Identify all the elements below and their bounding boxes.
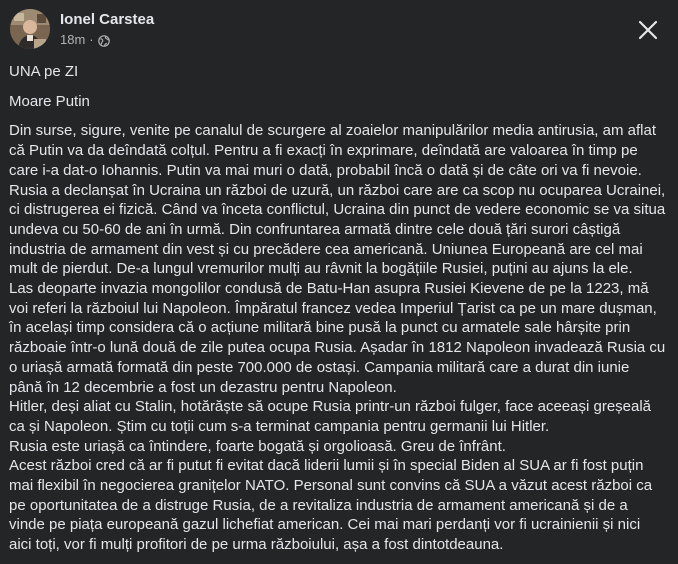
body-line: industria de armament din vest și cu precădere cea americană. Uniunea Europeană are cel mai <box>9 240 643 258</box>
close-button[interactable] <box>636 18 660 42</box>
avatar[interactable] <box>10 9 50 49</box>
author-block <box>60 10 154 49</box>
post-header <box>10 9 154 49</box>
author-name[interactable]: Ionel Carstea <box>60 10 155 28</box>
globe-icon[interactable] <box>98 34 110 46</box>
body-line: Rusia este uriașă ca întindere, foarte bogată și orgolioasă. Greu de înfrânt. <box>9 437 506 455</box>
avatar-image <box>10 9 50 49</box>
body-line: o uriașă armată formată din peste 700.000 de ostași. Campania militară care a durat din iunie <box>9 358 630 376</box>
post-time[interactable]: 18m <box>60 31 86 47</box>
meta-separator: · <box>89 31 94 47</box>
body-line: Din surse, sigure, venite pe canalul de scurgere al zoaielor manipulărilor media antirusia, am aflat <box>9 122 656 140</box>
close-icon <box>636 18 660 42</box>
post-title: UNA pe ZI <box>9 63 79 80</box>
body-line: aici toți, vor fi mulți profitori de pe urma războiului, așa a fost dintotdeauna. <box>9 536 504 554</box>
body-line: până în 12 decembrie a fost un dezastru pentru Napoleon. <box>9 378 397 396</box>
body-line: ca și Napoleon. Știm cu toții cum s-a terminat campania pentru germanii lui Hitler. <box>9 417 550 435</box>
body-line: mai flexibil în negocierea granițelor NATO. Personal sunt convins că SUA a văzut acest război ca <box>9 477 653 495</box>
body-line: pe oportunitatea de a distruge Rusia, de a revitaliza industria de armament americană și de a <box>9 496 628 514</box>
body-line: ci distrugerea ei fizică. Când va înceta conflictul, Ucraina din punct de vedere economic se va situa <box>9 201 666 219</box>
post-content <box>9 62 671 555</box>
body-line: voi referi la războiul lui Napoleon. Împăratul francez vedea Imperiul Țarist ca pe un mare dușman, <box>9 299 657 317</box>
post-meta <box>60 31 154 49</box>
body-line: războaie într-o lună două de zile putea ocupa Rusia. Așadar în 1812 Napoleon invadează Rusia cu <box>9 339 666 357</box>
body-line: Acest război cred că ar fi putut fi evitat dacă liderii lumii și în special Biden al SUA ar fi fost puțin <box>9 457 644 475</box>
body-line: mult de pierdut. De-a lungul vremurilor mulți au râvnit la bogățiile Rusiei, puțini au ajuns la ele. <box>9 260 633 278</box>
body-line: undeva cu 50-60 de ani în urmă. Din confruntarea armată dintre cele două țări surori câștigă <box>9 220 621 238</box>
post-body <box>9 121 671 554</box>
body-line: vinde pe piața europeană gazul lichefiat american. Cei mai mari perdanți vor fi ucrainienii și nici <box>9 516 641 534</box>
body-line: Rusia a declanșat în Ucraina un război de uzură, un război care are ca scop nu ocuparea Ucrainei, <box>9 181 666 199</box>
post-subtitle: Moare Putin <box>9 92 90 110</box>
body-line: Hitler, deși aliat cu Stalin, hotărăște să ocupe Rusia printr-un război fulger, face aceeași greșeală <box>9 398 652 416</box>
body-line: care i-a dat-o Iohannis. Putin va mai muri o dată, probabil încă o dată și de câte ori va fi nevoie. <box>9 161 642 179</box>
body-line: Las deoparte invazia mongolilor condusă de Batu-Han asupra Rusiei Kievene de pe la 1223, mă <box>9 280 649 298</box>
body-line: că Putin va da deîndată colțul. Pentru a fi exacți în exprimare, deîndată are valoarea în timp pe <box>9 142 638 160</box>
body-line: în același timp considera că o acțiune militară bine pusă la punct cu armatele sale hârșite prin <box>9 319 631 337</box>
